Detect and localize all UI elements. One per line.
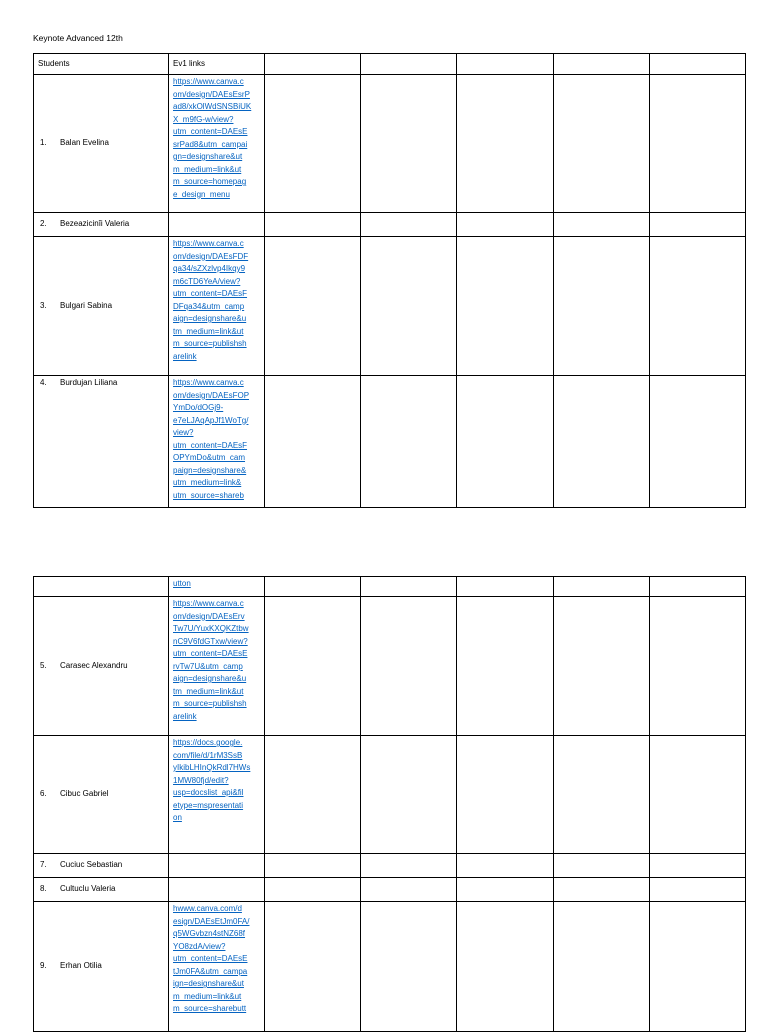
empty-cell (457, 376, 553, 508)
row-number: 4. (40, 378, 47, 387)
student-name-text: Burdujan Liliana (60, 378, 118, 387)
student-name (34, 597, 169, 736)
empty-cell (457, 75, 553, 213)
empty-cell (361, 54, 457, 75)
empty-cell (553, 577, 649, 597)
empty-cell (457, 577, 553, 597)
link-cell (169, 736, 265, 854)
empty-cell (553, 213, 649, 237)
students-table-page-1 (33, 53, 746, 508)
empty-cell (265, 902, 361, 1032)
empty-cell (361, 75, 457, 213)
empty-cell (649, 736, 745, 854)
student-name (34, 736, 169, 854)
presentation-link[interactable]: https://www.canva.c om/design/DAEsFOP YmDo/dOGj9- e7eLJAqApJf1WoTg/ view? utm_content=DAEsF OPYmDo&utm_cam paign=designshare& utm_medium=link& utm_source=shareb (173, 378, 250, 500)
table-row (34, 878, 746, 902)
empty-cell (649, 213, 745, 237)
empty-cell (457, 902, 553, 1032)
empty-cell (649, 577, 745, 597)
student-name (34, 577, 169, 597)
row-number: 8. (40, 884, 47, 894)
empty-cell (649, 854, 745, 878)
student-name-text: Bulgari Sabina (60, 300, 113, 310)
empty-cell (265, 376, 361, 508)
row-number: 7. (40, 860, 47, 870)
presentation-link[interactable]: hwww.canva.com/d esign/DAEsEtJm0FA/ q5WGvbzn4stNZ68f YO8zdA/view? utm_content=DAEsE tJm0FA&utm_campa ign=designshare&ut m_medium=link&ut m_source=sharebutt (173, 904, 250, 1013)
empty-cell (361, 577, 457, 597)
empty-cell (553, 854, 649, 878)
row-number: 9. (40, 961, 47, 971)
empty-cell (457, 878, 553, 902)
table-row (34, 75, 746, 213)
empty-cell (457, 854, 553, 878)
row-number: 1. (40, 138, 47, 148)
link-cell (169, 902, 265, 1032)
table-row (34, 577, 746, 597)
presentation-link[interactable]: https://www.canva.c om/design/DAEsEsrP ad8/xkOlWdSNSBiUK X_m9fG-w/view? utm_content=DAEsE srPad8&utm_campai gn=designshare&ut m_medium=link&ut m_source=homepag e_design_menu (173, 77, 252, 199)
empty-cell (553, 54, 649, 75)
empty-cell (265, 54, 361, 75)
empty-cell (265, 237, 361, 376)
link-cell (169, 75, 265, 213)
empty-cell (265, 75, 361, 213)
empty-cell (361, 213, 457, 237)
empty-cell (649, 597, 745, 736)
table-row (34, 237, 746, 376)
student-name (34, 376, 169, 508)
empty-cell (457, 597, 553, 736)
row-number: 6. (40, 789, 47, 799)
presentation-link[interactable]: https://www.canva.c om/design/DAEsErv Tw7U/YuxKXQKZtbw nC9V6fdGTxw/view? utm_content=DAEsE rvTw7U&utm_camp aign=designshare&u tm_medium=link&ut m_source=publishsh arelink (173, 599, 249, 721)
empty-cell (265, 878, 361, 902)
student-name-text: Carasec Alexandru (60, 660, 128, 670)
table-row (34, 597, 746, 736)
student-name (34, 854, 169, 878)
student-name (34, 213, 169, 237)
empty-cell (649, 376, 745, 508)
empty-cell (553, 75, 649, 213)
empty-cell (457, 213, 553, 237)
student-name (34, 237, 169, 376)
student-name (34, 878, 169, 902)
empty-cell (361, 902, 457, 1032)
empty-cell (265, 854, 361, 878)
empty-cell (361, 376, 457, 508)
empty-cell (265, 577, 361, 597)
student-name-text: Cultuclu Valeria (60, 884, 116, 894)
empty-cell (265, 736, 361, 854)
table-row (34, 213, 746, 237)
empty-cell (265, 597, 361, 736)
link-cell (169, 237, 265, 376)
empty-cell (649, 878, 745, 902)
empty-cell (361, 854, 457, 878)
empty-cell (361, 736, 457, 854)
empty-cell (457, 54, 553, 75)
row-number: 2. (40, 219, 47, 229)
link-cell (169, 878, 265, 902)
student-name (34, 902, 169, 1032)
table-row (34, 736, 746, 854)
empty-cell (553, 376, 649, 508)
student-name-text: Cuciuc Sebastian (60, 860, 123, 870)
student-name-text: Balan Evelina (60, 138, 109, 148)
presentation-link[interactable]: https://docs.google. com/file/d/1rM3SsB yIkibLHInQkRdl7HWs 1MW80fjd/edit? usp=docslist_api&fil etype=mspresentati on (173, 738, 251, 822)
presentation-link[interactable]: utton (173, 579, 191, 588)
empty-cell (457, 237, 553, 376)
empty-cell (649, 54, 745, 75)
presentation-link[interactable]: https://www.canva.c om/design/DAEsFDF qa34/sZXzlvp4Ikqy9 m6cTD6YeA/view? utm_content=DAEsF DFqa34&utm_camp aign=designshare&u tm_medium=link&ut m_source=publishsh arelink (173, 239, 249, 361)
students-table-page-2 (33, 576, 746, 1032)
empty-cell (361, 597, 457, 736)
links-header: Ev1 links (169, 54, 265, 75)
empty-cell (553, 237, 649, 376)
link-cell (169, 213, 265, 237)
student-name (34, 75, 169, 213)
empty-cell (553, 902, 649, 1032)
empty-cell (361, 237, 457, 376)
link-cell (169, 854, 265, 878)
empty-cell (649, 237, 745, 376)
empty-cell (361, 878, 457, 902)
student-name-text: Bezeazicinîi Valeria (60, 219, 130, 229)
empty-cell (553, 736, 649, 854)
document-title: Keynote Advanced 12th (33, 33, 123, 43)
empty-cell (265, 213, 361, 237)
table-row (34, 376, 746, 508)
link-cell (169, 376, 265, 508)
student-name-text: Cibuc Gabriel (60, 789, 109, 799)
link-cell (169, 597, 265, 736)
empty-cell (553, 597, 649, 736)
empty-cell (457, 736, 553, 854)
table-row (34, 902, 746, 1032)
empty-cell (553, 878, 649, 902)
row-number: 3. (40, 300, 47, 310)
students-header: Students (34, 54, 169, 75)
link-cell (169, 577, 265, 597)
empty-cell (649, 75, 745, 213)
empty-cell (649, 902, 745, 1032)
table-row (34, 854, 746, 878)
student-name-text: Erhan Otilia (60, 961, 102, 971)
header-row (34, 54, 746, 75)
row-number: 5. (40, 660, 47, 670)
